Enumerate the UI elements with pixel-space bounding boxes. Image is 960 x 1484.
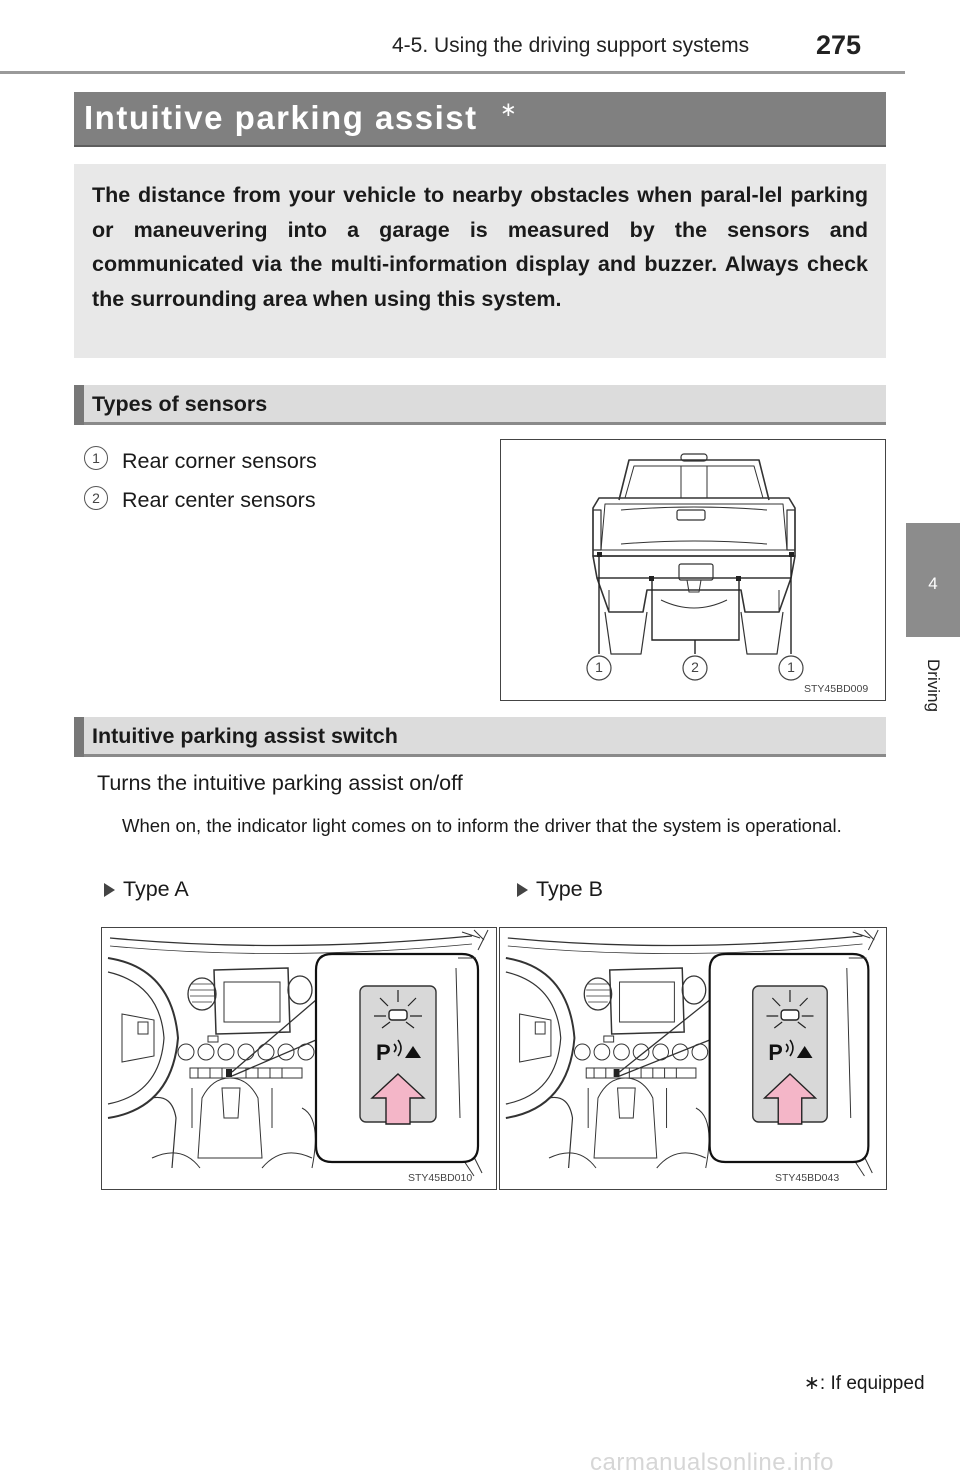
section-bar-switch <box>74 717 886 757</box>
chapter-label-text: Driving <box>924 658 943 712</box>
header-rule <box>0 71 905 74</box>
sensor-location-figure <box>500 439 886 701</box>
figure-code-type-a: STY45BD010 <box>408 1172 473 1184</box>
footnote <box>804 1372 925 1395</box>
triangle-bullet-icon <box>517 883 528 897</box>
triangle-bullet-icon <box>104 883 115 897</box>
section-bar-types <box>74 385 886 425</box>
section-title-switch: Intuitive parking assist switch <box>92 724 398 748</box>
page-title: Intuitive parking assist <box>84 99 478 136</box>
switch-description: Turns the intuitive parking assist on/off <box>97 771 463 795</box>
chapter-label <box>906 640 960 730</box>
callout-1: 1 <box>84 446 108 470</box>
item-rear-center-sensors: Rear center sensors <box>122 488 316 512</box>
dashboard-illustration-a <box>102 928 496 1189</box>
section-accent <box>74 385 84 425</box>
figure-code-type-b: STY45BD043 <box>775 1172 840 1184</box>
watermark: carmanualsonline.info <box>590 1449 834 1476</box>
svg-text:P: P <box>376 1040 391 1065</box>
svg-text:P: P <box>768 1039 783 1066</box>
figure-callout-1-left: 1 <box>595 659 603 675</box>
footnote-text: : If equipped <box>819 1373 925 1394</box>
figure-code: STY45BD009 <box>804 683 869 695</box>
switch-note: When on, the indicator light comes on to inform the driver that the system is operational. <box>122 815 842 836</box>
switch-figure-type-b <box>499 927 887 1190</box>
figure-callout-2: 2 <box>691 659 699 675</box>
chapter-number: 4 <box>928 574 938 593</box>
item-rear-corner-sensors: Rear corner sensors <box>122 449 317 473</box>
footnote-asterisk: ∗ <box>804 1373 820 1394</box>
section-title-types: Types of sensors <box>92 392 268 416</box>
type-b-label: Type B <box>536 877 603 901</box>
callout-2: 2 <box>84 486 108 510</box>
switch-figure-type-a <box>101 927 497 1190</box>
figure-callout-1-right: 1 <box>787 659 795 675</box>
title-asterisk: ∗ <box>500 99 517 121</box>
section-accent <box>74 717 84 757</box>
intro-box <box>74 164 886 358</box>
type-a-label: Type A <box>123 877 189 901</box>
dashboard-illustration-b <box>500 928 886 1189</box>
page-number: 275 <box>816 30 862 60</box>
running-header: 4-5. Using the driving support systems <box>392 34 750 57</box>
intro-text: The distance from your vehicle to nearby obstacles when paral-lel parking or maneuvering into a garage is measured by the sensors and communicated via the multi-information display and buzzer. Always check the surrounding area when using this system. <box>92 183 868 311</box>
